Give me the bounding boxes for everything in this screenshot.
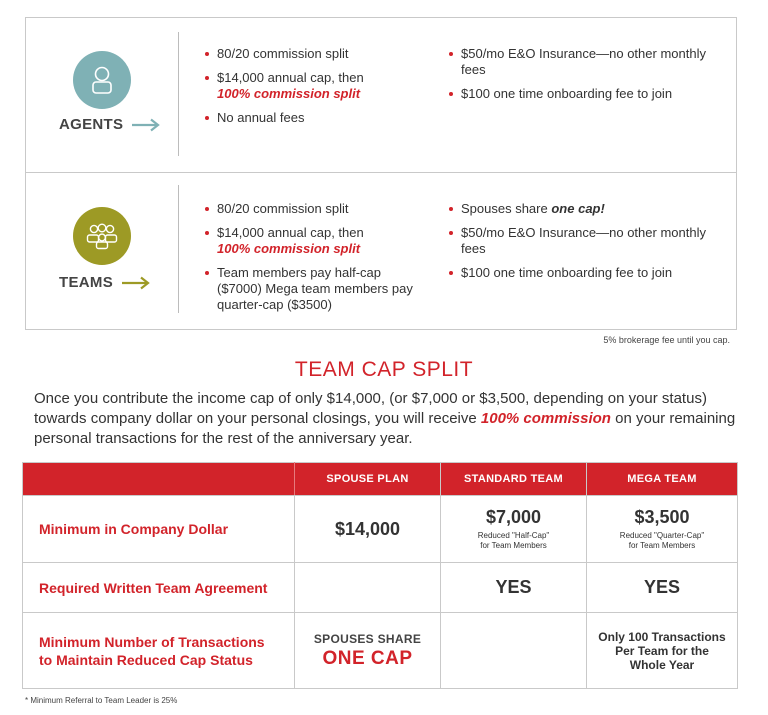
list-item: $14,000 annual cap, then 100% commission split	[204, 70, 424, 102]
standard-cell: $7,000 Reduced "Half-Cap" for Team Members	[441, 496, 587, 563]
list-item: $100 one time onboarding fee to join	[448, 265, 708, 281]
header-mega-team: MEGA TEAM	[587, 463, 738, 496]
table-row	[23, 563, 738, 613]
table-header-blank	[23, 463, 295, 496]
standard-cell: YES	[441, 563, 587, 613]
table-header-row	[23, 463, 738, 496]
agents-plan-row	[26, 18, 736, 173]
spouse-cell: SPOUSES SHARE ONE CAP	[295, 613, 441, 689]
list-item: $100 one time onboarding fee to join	[448, 86, 708, 102]
teams-label: TEAMS	[59, 274, 113, 291]
table-row	[23, 496, 738, 563]
teams-plan-row	[26, 173, 736, 329]
divider	[178, 185, 179, 313]
person-icon	[89, 65, 115, 95]
spouse-cell	[295, 563, 441, 613]
standard-cell	[441, 613, 587, 689]
list-item: Team members pay half-cap ($7000) Mega team members pay quarter-cap ($3500)	[204, 265, 424, 313]
list-item: $50/mo E&O Insurance—no other monthly fees	[448, 46, 708, 78]
row-label: Required Written Team Agreement	[23, 563, 295, 613]
row-label: Minimum Number of Transactions to Maintain Reduced Cap Status	[23, 613, 295, 689]
agents-features-col1	[204, 46, 424, 134]
agents-features-col2	[448, 46, 708, 110]
arrow-right-icon	[131, 118, 161, 132]
footnote: * Minimum Referral to Team Leader is 25%	[25, 696, 178, 705]
teams-label-group	[59, 274, 151, 291]
header-standard-team: STANDARD TEAM	[441, 463, 587, 496]
team-cap-table	[22, 462, 738, 689]
header-spouse-plan: SPOUSE PLAN	[295, 463, 441, 496]
list-item: No annual fees	[204, 110, 424, 126]
teams-features-col2	[448, 201, 708, 289]
table-row	[23, 613, 738, 689]
agents-label-group	[59, 116, 161, 133]
list-item: $14,000 annual cap, then 100% commission split	[204, 225, 424, 257]
fee-note: 5% brokerage fee until you cap.	[603, 335, 730, 345]
divider	[178, 32, 179, 156]
row-label: Minimum in Company Dollar	[23, 496, 295, 563]
arrow-right-icon	[121, 276, 151, 290]
teams-badge	[73, 207, 131, 265]
mega-cell: $3,500 Reduced "Quarter-Cap" for Team Members	[587, 496, 738, 563]
agents-badge	[73, 51, 131, 109]
mega-cell: Only 100 Transactions Per Team for the Whole Year	[587, 613, 738, 689]
list-item: 80/20 commission split	[204, 46, 424, 62]
section-title: TEAM CAP SPLIT	[294, 358, 474, 381]
list-item: $50/mo E&O Insurance—no other monthly fees	[448, 225, 708, 257]
intro-paragraph: Once you contribute the income cap of only $14,000, (or $7,000 or $3,500, depending on your status) towards company dollar on your personal closings, you will receive 100% commission on your remaining personal transactions for the rest of the anniversary year.	[34, 390, 736, 447]
group-icon	[85, 222, 119, 250]
list-item: 80/20 commission split	[204, 201, 424, 217]
mega-cell: YES	[587, 563, 738, 613]
list-item: Spouses share one cap!	[448, 201, 708, 217]
agents-label: AGENTS	[59, 116, 124, 133]
teams-features-col1	[204, 201, 424, 321]
plans-box	[25, 17, 737, 330]
spouse-cell: $14,000	[295, 496, 441, 563]
